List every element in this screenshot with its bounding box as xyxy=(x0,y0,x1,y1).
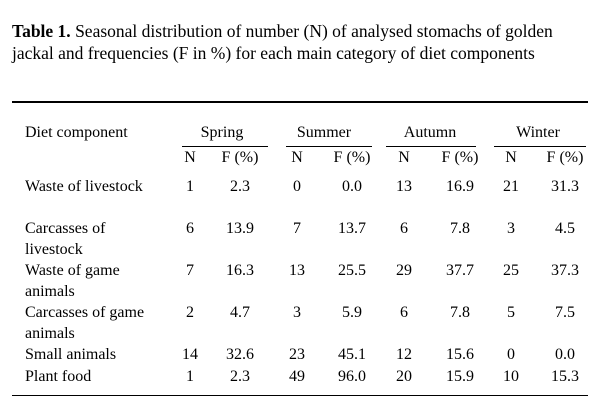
subheader-n-autumn: N xyxy=(398,149,410,166)
table-cell: 7 xyxy=(186,262,194,279)
table-cell: 3 xyxy=(293,304,301,321)
top-rule xyxy=(12,101,588,103)
table-cell: 6 xyxy=(400,304,408,321)
subheader-f-summer: F (%) xyxy=(333,149,371,166)
table-caption xyxy=(12,20,592,64)
table-cell: 31.3 xyxy=(551,178,579,195)
season-header-summer: Summer xyxy=(296,124,352,141)
table-cell: 7.5 xyxy=(555,304,575,321)
row-label: Small animals xyxy=(25,346,117,363)
table-cell: 13.7 xyxy=(338,220,366,237)
table-cell: 6 xyxy=(400,220,408,237)
table-cell: 13 xyxy=(289,262,305,279)
table-cell: 7.8 xyxy=(450,304,470,321)
table-cell: 20 xyxy=(396,368,412,385)
table-cell: 45.1 xyxy=(338,346,366,363)
table-cell: 29 xyxy=(396,262,412,279)
table-cell: 21 xyxy=(503,178,519,195)
subheader-f-spring: F (%) xyxy=(221,149,259,166)
table-cell: 15.9 xyxy=(446,368,474,385)
table-cell: 37.3 xyxy=(551,262,579,279)
subheader-n-summer: N xyxy=(291,149,303,166)
table-cell: 16.9 xyxy=(446,178,474,195)
table-cell: 16.3 xyxy=(226,262,254,279)
season-header-spring: Spring xyxy=(200,124,244,141)
subheader-f-autumn: F (%) xyxy=(441,149,479,166)
row-label: Waste of game animals xyxy=(25,262,120,300)
table-cell: 0.0 xyxy=(342,178,362,195)
caption-text: Seasonal distribution of number (N) of analysed stomachs of golden jackal and frequencies (F in %) for each main category of diet components xyxy=(12,21,553,63)
table-cell: 2.3 xyxy=(230,368,250,385)
table-cell: 37.7 xyxy=(446,262,474,279)
subheader-n-winter: N xyxy=(505,149,517,166)
table-cell: 49 xyxy=(289,368,305,385)
table-cell: 7.8 xyxy=(450,220,470,237)
row-label: Waste of livestock xyxy=(25,178,143,195)
table-cell: 25 xyxy=(503,262,519,279)
table-cell: 3 xyxy=(507,220,515,237)
subheader-n-spring: N xyxy=(184,149,196,166)
subheader-f-winter: F (%) xyxy=(546,149,584,166)
table-cell: 0.0 xyxy=(555,346,575,363)
table-cell: 1 xyxy=(186,178,194,195)
table-cell: 15.3 xyxy=(551,368,579,385)
caption-label: Table 1. xyxy=(12,21,71,41)
table-cell: 32.6 xyxy=(226,346,254,363)
table-cell: 15.6 xyxy=(446,346,474,363)
row-label: Carcasses of livestock xyxy=(25,220,106,258)
table-cell: 23 xyxy=(289,346,305,363)
table-cell: 13.9 xyxy=(226,220,254,237)
table-cell: 14 xyxy=(182,346,198,363)
table-cell: 13 xyxy=(396,178,412,195)
table-cell: 10 xyxy=(503,368,519,385)
table-cell: 2.3 xyxy=(230,178,250,195)
season-header-autumn: Autumn xyxy=(403,124,457,141)
table-cell: 0 xyxy=(507,346,515,363)
table-cell: 6 xyxy=(186,220,194,237)
table-cell: 2 xyxy=(186,304,194,321)
table-cell: 12 xyxy=(396,346,412,363)
table-cell: 4.5 xyxy=(555,220,575,237)
table-cell: 5 xyxy=(507,304,515,321)
table-cell: 7 xyxy=(293,220,301,237)
season-header-winter: Winter xyxy=(516,124,560,141)
row-label: Carcasses of game animals xyxy=(25,304,145,342)
table-cell: 5.9 xyxy=(342,304,362,321)
table-cell: 96.0 xyxy=(338,368,366,385)
table-cell: 0 xyxy=(293,178,301,195)
table-cell: 1 xyxy=(186,368,194,385)
table-cell: 4.7 xyxy=(230,304,250,321)
bottom-rule xyxy=(12,395,588,396)
table-cell: 25.5 xyxy=(338,262,366,279)
row-header: Diet component xyxy=(25,124,128,141)
row-label: Plant food xyxy=(25,368,92,385)
